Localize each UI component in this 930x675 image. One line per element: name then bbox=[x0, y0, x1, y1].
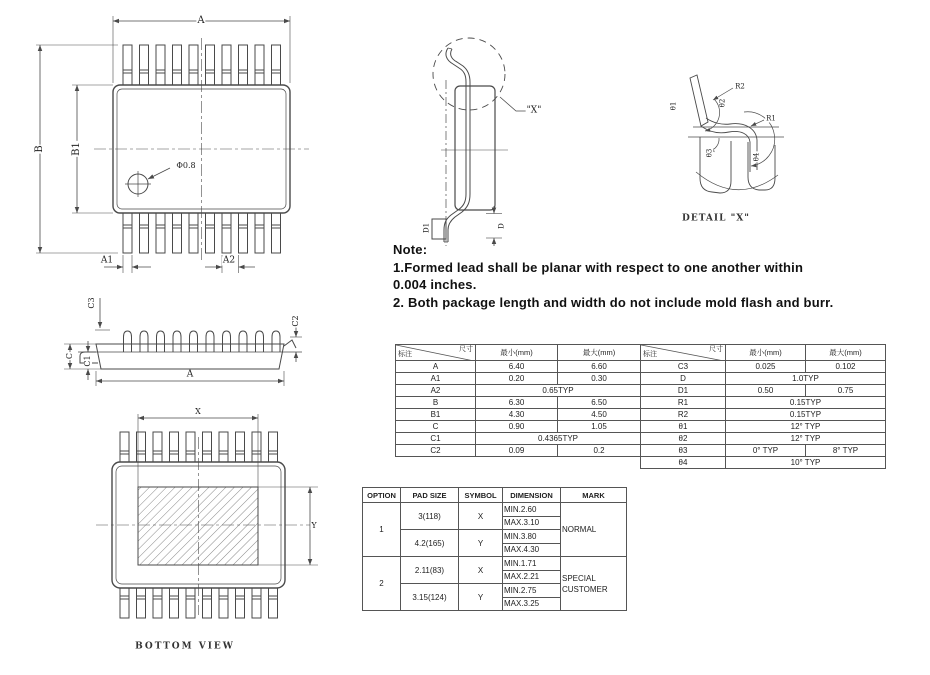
dimension-cell: MIN.2.60 bbox=[503, 503, 561, 517]
table-row bbox=[363, 557, 627, 571]
table-row bbox=[396, 421, 641, 433]
dim-min: 0° TYP bbox=[726, 445, 806, 457]
dim-label-theta1: θ1 bbox=[669, 101, 678, 111]
dim-name: A1 bbox=[396, 373, 476, 385]
table-row bbox=[396, 361, 641, 373]
dim-max: 0.75 bbox=[806, 385, 886, 397]
dimension-cell: MIN.1.71 bbox=[503, 557, 561, 571]
dim-label-d: D bbox=[497, 223, 506, 229]
dim-table-corner-cell bbox=[396, 345, 476, 361]
corner-label-symbol: 标注 bbox=[643, 351, 657, 358]
dimension-table-right bbox=[640, 344, 886, 469]
option-cell: 1 bbox=[363, 503, 401, 557]
dim-label-x: X bbox=[195, 407, 201, 416]
dim-label-r2: R2 bbox=[735, 82, 745, 91]
dim-label-c3: C3 bbox=[87, 297, 96, 309]
dim-max: 0.2 bbox=[558, 445, 641, 457]
pad-size-cell: 3.15(124) bbox=[401, 584, 459, 611]
dimension-cell: MIN.2.75 bbox=[503, 584, 561, 598]
dim-name: θ2 bbox=[641, 433, 726, 445]
side-view-drawing bbox=[64, 298, 302, 386]
pad-size-cell: 2.11(83) bbox=[401, 557, 459, 584]
note-line-2: 0.004 inches. bbox=[393, 277, 477, 292]
dim-name: θ1 bbox=[641, 421, 726, 433]
dim-typ: 12° TYP bbox=[726, 421, 886, 433]
symbol-cell: Y bbox=[459, 530, 503, 557]
corner-label-size: 尺寸 bbox=[709, 346, 723, 353]
dim-name: R1 bbox=[641, 397, 726, 409]
dimension-table-left bbox=[395, 344, 641, 457]
caption-detail-x: DETAIL "X" bbox=[682, 213, 750, 224]
dimension-cell: MAX.4.30 bbox=[503, 543, 561, 557]
note-title: Note: bbox=[393, 242, 428, 257]
note-block bbox=[393, 241, 833, 311]
dim-typ: 12° TYP bbox=[726, 433, 886, 445]
table-row bbox=[641, 457, 886, 469]
header-pad-size: PAD SIZE bbox=[401, 488, 459, 503]
symbol-cell: X bbox=[459, 557, 503, 584]
mark-cell: SPECIAL CUSTOMER bbox=[561, 557, 627, 611]
table-row bbox=[396, 397, 641, 409]
table-row bbox=[396, 433, 641, 445]
dim-label-a1: A1 bbox=[100, 255, 114, 266]
dim-label-c2: C2 bbox=[291, 315, 300, 327]
dim-name: B1 bbox=[396, 409, 476, 421]
header-option: OPTION bbox=[363, 488, 401, 503]
pad-size-cell: 4.2(165) bbox=[401, 530, 459, 557]
dim-typ: 0.4365TYP bbox=[476, 433, 641, 445]
dim-max: 0.102 bbox=[806, 361, 886, 373]
corner-label-symbol: 标注 bbox=[398, 351, 412, 358]
dim-typ: 0.15TYP bbox=[726, 409, 886, 421]
table-row bbox=[641, 409, 886, 421]
dim-label-theta4: θ4 bbox=[752, 152, 761, 162]
dim-max: 6.60 bbox=[558, 361, 641, 373]
table-row bbox=[363, 503, 627, 517]
pin1-marker-label: Φ0.8 bbox=[176, 161, 196, 170]
dim-name: C1 bbox=[396, 433, 476, 445]
note-line-1: 1.Formed lead shall be planar with respect to one another within bbox=[393, 259, 804, 275]
dim-typ: 10° TYP bbox=[726, 457, 886, 469]
dim-label-b: B bbox=[34, 145, 45, 153]
table-row bbox=[641, 397, 886, 409]
detail-ref-label: "X" bbox=[526, 105, 542, 116]
dim-label-c1: C1 bbox=[83, 355, 92, 367]
table-header-row bbox=[363, 488, 627, 503]
pad-option-table bbox=[362, 487, 627, 611]
dim-min: 6.30 bbox=[476, 397, 558, 409]
dimension-cell: MAX.2.21 bbox=[503, 570, 561, 584]
dim-label-a-side: A bbox=[186, 369, 194, 380]
dim-max: 4.50 bbox=[558, 409, 641, 421]
symbol-cell: X bbox=[459, 503, 503, 530]
dim-label-y: Y bbox=[311, 521, 317, 530]
header-dimension: DIMENSION bbox=[503, 488, 561, 503]
dim-label-c: C bbox=[65, 352, 74, 360]
dim-name: D bbox=[641, 373, 726, 385]
dim-name: C2 bbox=[396, 445, 476, 457]
dim-name: C3 bbox=[641, 361, 726, 373]
bottom-view-drawing bbox=[96, 414, 318, 618]
corner-label-size: 尺寸 bbox=[459, 346, 473, 353]
dim-label-a2: A2 bbox=[222, 255, 236, 266]
dim-min: 0.20 bbox=[476, 373, 558, 385]
table-row bbox=[641, 373, 886, 385]
dimension-cell: MIN.3.80 bbox=[503, 530, 561, 544]
symbol-cell: Y bbox=[459, 584, 503, 611]
pad-size-cell: 3(118) bbox=[401, 503, 459, 530]
dim-min: 0.09 bbox=[476, 445, 558, 457]
dim-table-corner-cell bbox=[641, 345, 726, 361]
dim-table-max-header: 最大(mm) bbox=[558, 345, 641, 361]
dim-min: 0.90 bbox=[476, 421, 558, 433]
dim-name: R2 bbox=[641, 409, 726, 421]
dim-name: θ4 bbox=[641, 457, 726, 469]
detail-x-drawing bbox=[688, 75, 784, 193]
dim-name: A bbox=[396, 361, 476, 373]
table-row bbox=[641, 445, 886, 457]
dim-label-theta3: θ3 bbox=[705, 148, 714, 158]
dim-max: 6.50 bbox=[558, 397, 641, 409]
table-row bbox=[641, 433, 886, 445]
dimension-cell: MAX.3.25 bbox=[503, 597, 561, 611]
dim-min: 0.025 bbox=[726, 361, 806, 373]
note-line-3: 2. Both package length and width do not include mold flash and burr. bbox=[393, 294, 834, 310]
dim-label-a-top: A bbox=[197, 15, 205, 26]
table-row bbox=[641, 385, 886, 397]
dim-name: A2 bbox=[396, 385, 476, 397]
dim-min: 6.40 bbox=[476, 361, 558, 373]
dim-typ: 1.0TYP bbox=[726, 373, 886, 385]
mark-cell: NORMAL bbox=[561, 503, 627, 557]
dim-typ: 0.65TYP bbox=[476, 385, 641, 397]
dim-table-min-header: 最小(mm) bbox=[476, 345, 558, 361]
dim-max: 8° TYP bbox=[806, 445, 886, 457]
table-row bbox=[396, 445, 641, 457]
dim-name: C bbox=[396, 421, 476, 433]
table-row bbox=[396, 373, 641, 385]
option-cell: 2 bbox=[363, 557, 401, 611]
table-row bbox=[396, 385, 641, 397]
dim-name: B bbox=[396, 397, 476, 409]
dim-max: 1.05 bbox=[558, 421, 641, 433]
dim-min: 0.50 bbox=[726, 385, 806, 397]
section-view-drawing bbox=[432, 38, 526, 246]
caption-bottom-view: BOTTOM VIEW bbox=[135, 641, 235, 652]
dim-name: D1 bbox=[641, 385, 726, 397]
header-mark: MARK bbox=[561, 488, 627, 503]
dim-label-r1: R1 bbox=[766, 114, 776, 123]
dim-label-d1: D1 bbox=[422, 222, 431, 234]
dim-label-b1: B1 bbox=[71, 142, 82, 156]
header-symbol: SYMBOL bbox=[459, 488, 503, 503]
dim-label-theta2: θ2 bbox=[718, 98, 727, 108]
table-row bbox=[641, 361, 886, 373]
dim-table-max-header: 最大(mm) bbox=[806, 345, 886, 361]
dim-typ: 0.15TYP bbox=[726, 397, 886, 409]
dim-max: 0.30 bbox=[558, 373, 641, 385]
dim-name: θ3 bbox=[641, 445, 726, 457]
dimension-cell: MAX.3.10 bbox=[503, 516, 561, 530]
dim-table-min-header: 最小(mm) bbox=[726, 345, 806, 361]
table-row bbox=[396, 409, 641, 421]
dim-min: 4.30 bbox=[476, 409, 558, 421]
table-row bbox=[641, 421, 886, 433]
